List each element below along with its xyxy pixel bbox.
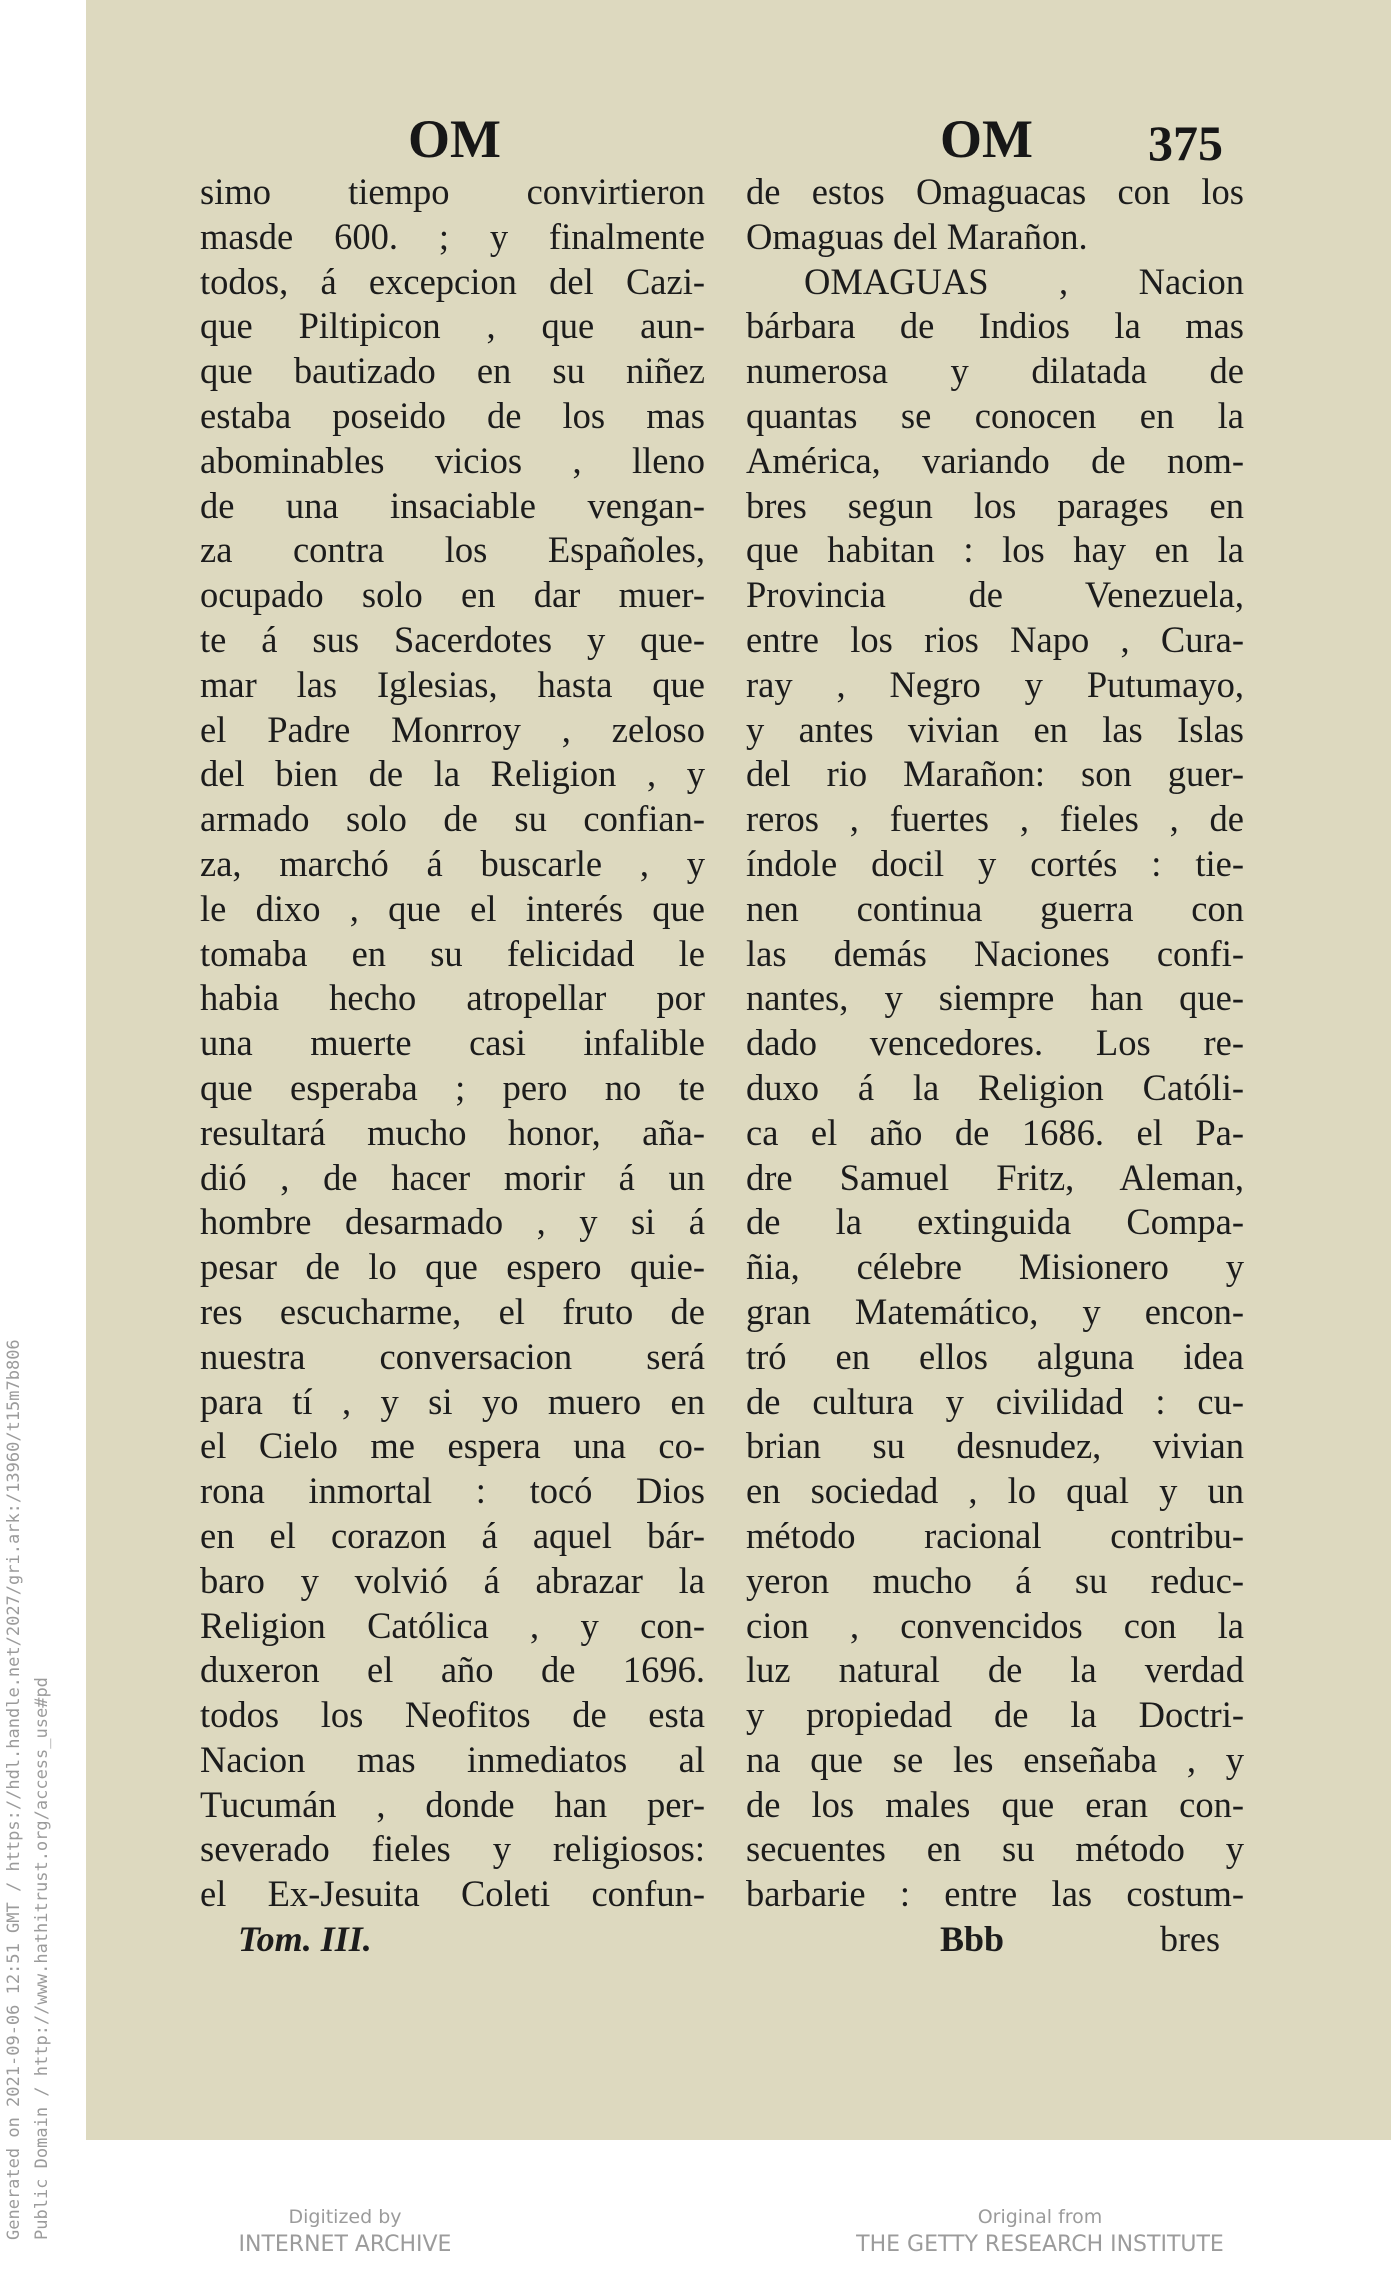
text-line: baro y volvió á abrazar la: [200, 1559, 705, 1601]
text-line: severado fieles y religiosos:: [200, 1828, 705, 1870]
text-line: que bautizado en su niñez: [200, 350, 705, 392]
text-line: duxo á la Religion Católi-: [746, 1066, 1244, 1108]
text-line: za contra los Españoles,: [200, 529, 705, 571]
text-line: pesar de lo que espero quie-: [200, 1246, 705, 1288]
text-line: reros , fuertes , fieles , de: [746, 798, 1244, 840]
text-line: que esperaba ; pero no te: [200, 1066, 705, 1108]
text-line: Nacion mas inmediatos al: [200, 1738, 705, 1780]
volume-mark: Tom. III.: [238, 1919, 372, 1959]
text-line: mar las Iglesias, hasta que: [200, 663, 705, 705]
running-head-right: OM: [940, 109, 1033, 169]
text-line: entre los rios Napo , Cura-: [746, 618, 1244, 660]
text-line: brian su desnudez, vivian: [746, 1425, 1244, 1467]
text-line: habia hecho atropellar por: [200, 977, 705, 1019]
text-line: OMAGUAS , Nacion: [804, 260, 1244, 302]
original-from-label: Original from: [977, 2206, 1103, 2228]
signature-mark: Bbb: [940, 1919, 1005, 1959]
text-line: y antes vivian en las Islas: [746, 708, 1244, 750]
text-line: en sociedad , lo qual y un: [746, 1470, 1244, 1512]
text-line: de cultura y civilidad : cu-: [746, 1380, 1244, 1422]
text-line: bres segun los parages en: [746, 484, 1244, 526]
text-line: dre Samuel Fritz, Aleman,: [746, 1156, 1244, 1198]
text-line: tró en ellos alguna idea: [746, 1335, 1244, 1377]
text-line: ca el año de 1686. el Pa-: [746, 1111, 1244, 1153]
text-line: de la extinguida Compa-: [746, 1201, 1244, 1243]
text-line: las demás Naciones confi-: [746, 932, 1244, 974]
text-line: ñia, célebre Misionero y: [746, 1246, 1244, 1288]
text-line: todos, á excepcion del Cazi-: [200, 260, 705, 302]
text-line: simo tiempo convirtieron: [200, 171, 705, 212]
text-line: y propiedad de la Doctri-: [746, 1694, 1244, 1736]
text-line: luz natural de la verdad: [746, 1649, 1244, 1691]
text-line: armado solo de su confian-: [200, 798, 705, 840]
text-line: Tucumán , donde han per-: [200, 1783, 705, 1825]
original-from-credit: [840, 2204, 1240, 2260]
text-line: le dixo , que el interés que: [200, 887, 705, 929]
text-line: na que se les enseñaba , y: [746, 1738, 1244, 1780]
text-line: resultará mucho honor, aña-: [200, 1111, 705, 1153]
access-watermark: [0, 1150, 86, 2250]
page-number: 375: [1148, 115, 1223, 171]
generated-notice: Generated on 2021-09-06 12:51 GMT / https://hdl.handle.net/2027/gri.ark:/13960/t15m7b806: [4, 1339, 24, 2240]
public-domain-notice: Public Domain / http://www.hathitrust.org/access_use#pd: [32, 1677, 52, 2240]
running-head-left: OM: [408, 109, 501, 169]
text-line: estaba poseido de los mas: [200, 394, 705, 436]
text-line: que Piltipicon , que aun-: [200, 305, 705, 347]
text-line: rona inmortal : tocó Dios: [200, 1470, 705, 1512]
text-line: del bien de la Religion , y: [200, 753, 705, 795]
digitized-by-credit: [230, 2204, 460, 2260]
text-line: quantas se conocen en la: [746, 394, 1244, 436]
text-line: ocupado solo en dar muer-: [200, 574, 705, 616]
text-line: za, marchó á buscarle , y: [200, 842, 705, 884]
text-line: de los males que eran con-: [746, 1783, 1244, 1825]
text-line: de una insaciable vengan-: [200, 484, 705, 526]
right-text-column: [746, 170, 1244, 1917]
text-line: dió , de hacer morir á un: [200, 1156, 705, 1198]
text-line: tomaba en su felicidad le: [200, 932, 705, 974]
text-line: el Ex-Jesuita Coleti confun-: [200, 1873, 705, 1915]
text-line: el Cielo me espera una co-: [200, 1425, 705, 1467]
text-line: abominables vicios , lleno: [200, 439, 705, 481]
left-text-column: [200, 170, 705, 1917]
text-line: te á sus Sacerdotes y que-: [200, 618, 705, 660]
text-line: una muerte casi infalible: [200, 1022, 705, 1064]
text-line: índole docil y cortés : tie-: [746, 842, 1244, 884]
text-line: masde 600. ; y finalmente: [200, 215, 705, 257]
catchword: bres: [1160, 1919, 1220, 1959]
text-line: bárbara de Indios la mas: [746, 305, 1244, 347]
text-line: ray , Negro y Putumayo,: [746, 663, 1244, 705]
text-line: gran Matemático, y encon-: [746, 1290, 1244, 1332]
text-line: cion , convencidos con la: [746, 1604, 1244, 1646]
text-line: hombre desarmado , y si á: [200, 1201, 705, 1243]
text-line: del rio Marañon: son guer-: [746, 753, 1244, 795]
text-line: América, variando de nom-: [746, 439, 1244, 481]
text-line: Religion Católica , y con-: [200, 1604, 705, 1646]
text-line: método racional contribu-: [746, 1514, 1244, 1556]
text-line: todos los Neofitos de esta: [200, 1694, 705, 1736]
internet-archive-label: INTERNET ARCHIVE: [238, 2232, 452, 2257]
text-line: nen continua guerra con: [746, 887, 1244, 929]
text-line: dado vencedores. Los re-: [746, 1022, 1244, 1064]
text-line: Omaguas del Marañon.: [746, 215, 1088, 257]
digitized-by-label: Digitized by: [288, 2206, 402, 2228]
text-line: que habitan : los hay en la: [746, 529, 1244, 571]
text-line: en el corazon á aquel bár-: [200, 1514, 705, 1556]
text-line: el Padre Monrroy , zeloso: [200, 708, 705, 750]
text-line: duxeron el año de 1696.: [200, 1649, 705, 1691]
text-line: nantes, y siempre han que-: [746, 977, 1244, 1019]
text-line: yeron mucho á su reduc-: [746, 1559, 1244, 1601]
text-line: Provincia de Venezuela,: [746, 574, 1244, 616]
text-line: res escucharme, el fruto de: [200, 1290, 705, 1332]
text-line: de estos Omaguacas con los: [746, 171, 1244, 212]
text-line: para tí , y si yo muero en: [200, 1380, 705, 1422]
text-line: numerosa y dilatada de: [746, 350, 1244, 392]
text-line: barbarie : entre las costum-: [746, 1873, 1244, 1915]
text-line: secuentes en su método y: [746, 1828, 1244, 1870]
text-line: nuestra conversacion será: [200, 1335, 705, 1377]
getty-label: THE GETTY RESEARCH INSTITUTE: [856, 2232, 1224, 2257]
